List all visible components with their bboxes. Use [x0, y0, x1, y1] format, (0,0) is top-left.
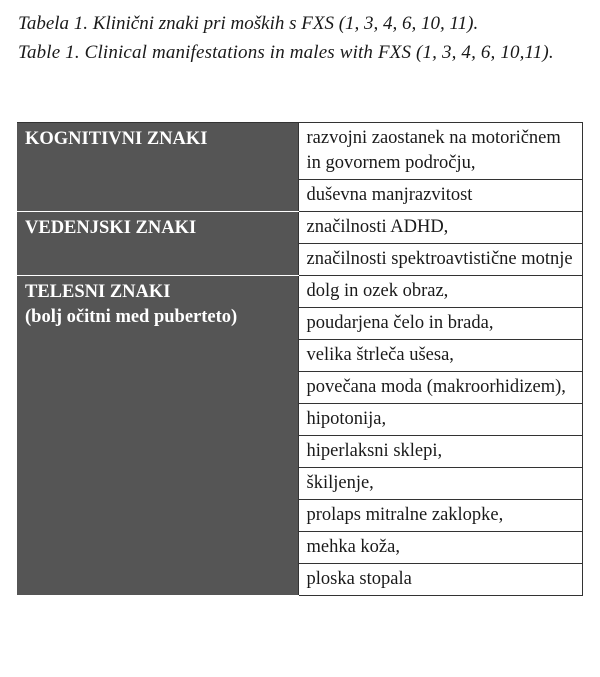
table-cell-item: hiperlaksni sklepi,	[298, 436, 582, 468]
table-cell-item: dolg in ozek obraz,	[298, 276, 582, 308]
category-physical	[17, 276, 298, 596]
table-cell-item: razvojni zaostanek na motoričnem in govornem področju,	[298, 123, 582, 180]
table-cell-item: hipotonija,	[298, 404, 582, 436]
table-cell-item: prolaps mitralne zaklopke,	[298, 500, 582, 532]
table-captions	[18, 12, 584, 64]
category-title: VEDENJSKI ZNAKI	[25, 218, 197, 238]
category-cognitive	[17, 123, 298, 212]
table-row	[17, 276, 582, 308]
category-title: KOGNITIVNI ZNAKI	[25, 129, 208, 149]
table-cell-item: povečana moda (makroorhidizem),	[298, 372, 582, 404]
table-row	[17, 212, 582, 244]
category-behavioral	[17, 212, 298, 276]
table-cell-item: mehka koža,	[298, 532, 582, 564]
table-cell-item: ploska stopala	[298, 564, 582, 596]
category-subtitle: (bolj očitni med puberteto)	[25, 307, 238, 327]
caption-english: Table 1. Clinical manifestations in males with FXS (1, 3, 4, 6, 10,11).	[18, 42, 554, 63]
category-title: TELESNI ZNAKI	[25, 282, 171, 302]
table-cell-item: značilnosti spektroavtistične motnje	[298, 244, 582, 276]
table-cell-item: duševna manjrazvitost	[298, 180, 582, 212]
table-cell-item: škiljenje,	[298, 468, 582, 500]
table-row	[17, 123, 582, 180]
caption-slovenian: Tabela 1. Klinični znaki pri moških s FXS (1, 3, 4, 6, 10, 11).	[18, 13, 479, 34]
table-cell-item: velika štrleča ušesa,	[298, 340, 582, 372]
table-cell-item: poudarjena čelo in brada,	[298, 308, 582, 340]
clinical-manifestations-table	[17, 122, 583, 596]
table-cell-item: značilnosti ADHD,	[298, 212, 582, 244]
